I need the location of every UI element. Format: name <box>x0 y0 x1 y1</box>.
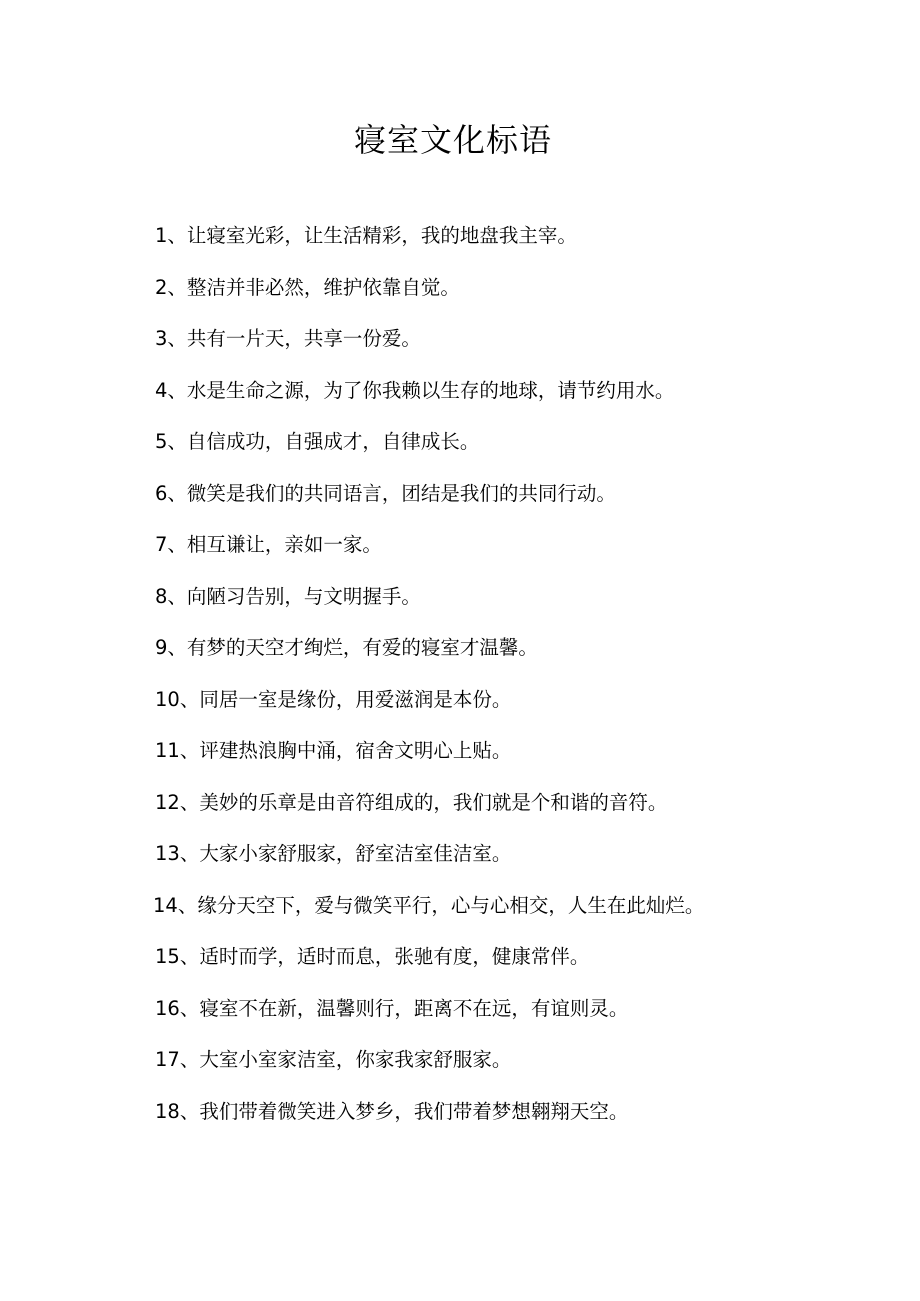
slogan-item-16: 16、寝室不在新，温馨则行，距离不在远，有谊则灵。 <box>155 996 629 1020</box>
slogan-item-11: 11、评建热浪胸中涌，宿舍文明心上贴。 <box>155 739 512 762</box>
slogan-item-1: 1、让寝室光彩，让生活精彩，我的地盘我主宰。 <box>155 224 577 247</box>
slogan-item-15: 15、适时而学，适时而息，张驰有度，健康常伴。 <box>155 945 590 968</box>
slogan-item-3: 3、共有一片天，共享一份爱。 <box>155 327 421 350</box>
slogan-item-10: 10、同居一室是缘份，用爱滋润是本份。 <box>155 687 512 711</box>
slogan-item-8: 8、向陋习告别，与文明握手。 <box>155 584 421 608</box>
slogan-list <box>155 224 735 1151</box>
document-title: 寝室文化标语 <box>353 121 552 159</box>
slogan-item-18: 18、我们带着微笑进入梦乡，我们带着梦想翱翔天空。 <box>155 1099 629 1123</box>
slogan-item-9: 9、有梦的天空才绚烂，有爱的寝室才温馨。 <box>155 636 538 659</box>
slogan-item-7: 7、相互谦让，亲如一家。 <box>155 533 382 556</box>
slogan-item-2: 2、整洁并非必然，维护依靠自觉。 <box>155 275 460 299</box>
slogan-item-17: 17、大室小室家洁室，你家我家舒服家。 <box>155 1048 512 1071</box>
slogan-item-12: 12、美妙的乐章是由音符组成的，我们就是个和谐的音符。 <box>155 790 668 814</box>
slogan-item-4: 4、水是生命之源，为了你我赖以生存的地球，请节约用水。 <box>155 378 675 402</box>
slogan-item-5: 5、自信成功，自强成才，自律成长。 <box>155 430 480 453</box>
slogan-item-6: 6、微笑是我们的共同语言，团结是我们的共同行动。 <box>155 481 616 505</box>
slogan-item-13: 13、大家小家舒服家，舒室洁室佳洁室。 <box>155 842 512 865</box>
slogan-item-14: 14、缘分天空下，爱与微笑平行，心与心相交，人生在此灿烂。 <box>153 893 705 917</box>
